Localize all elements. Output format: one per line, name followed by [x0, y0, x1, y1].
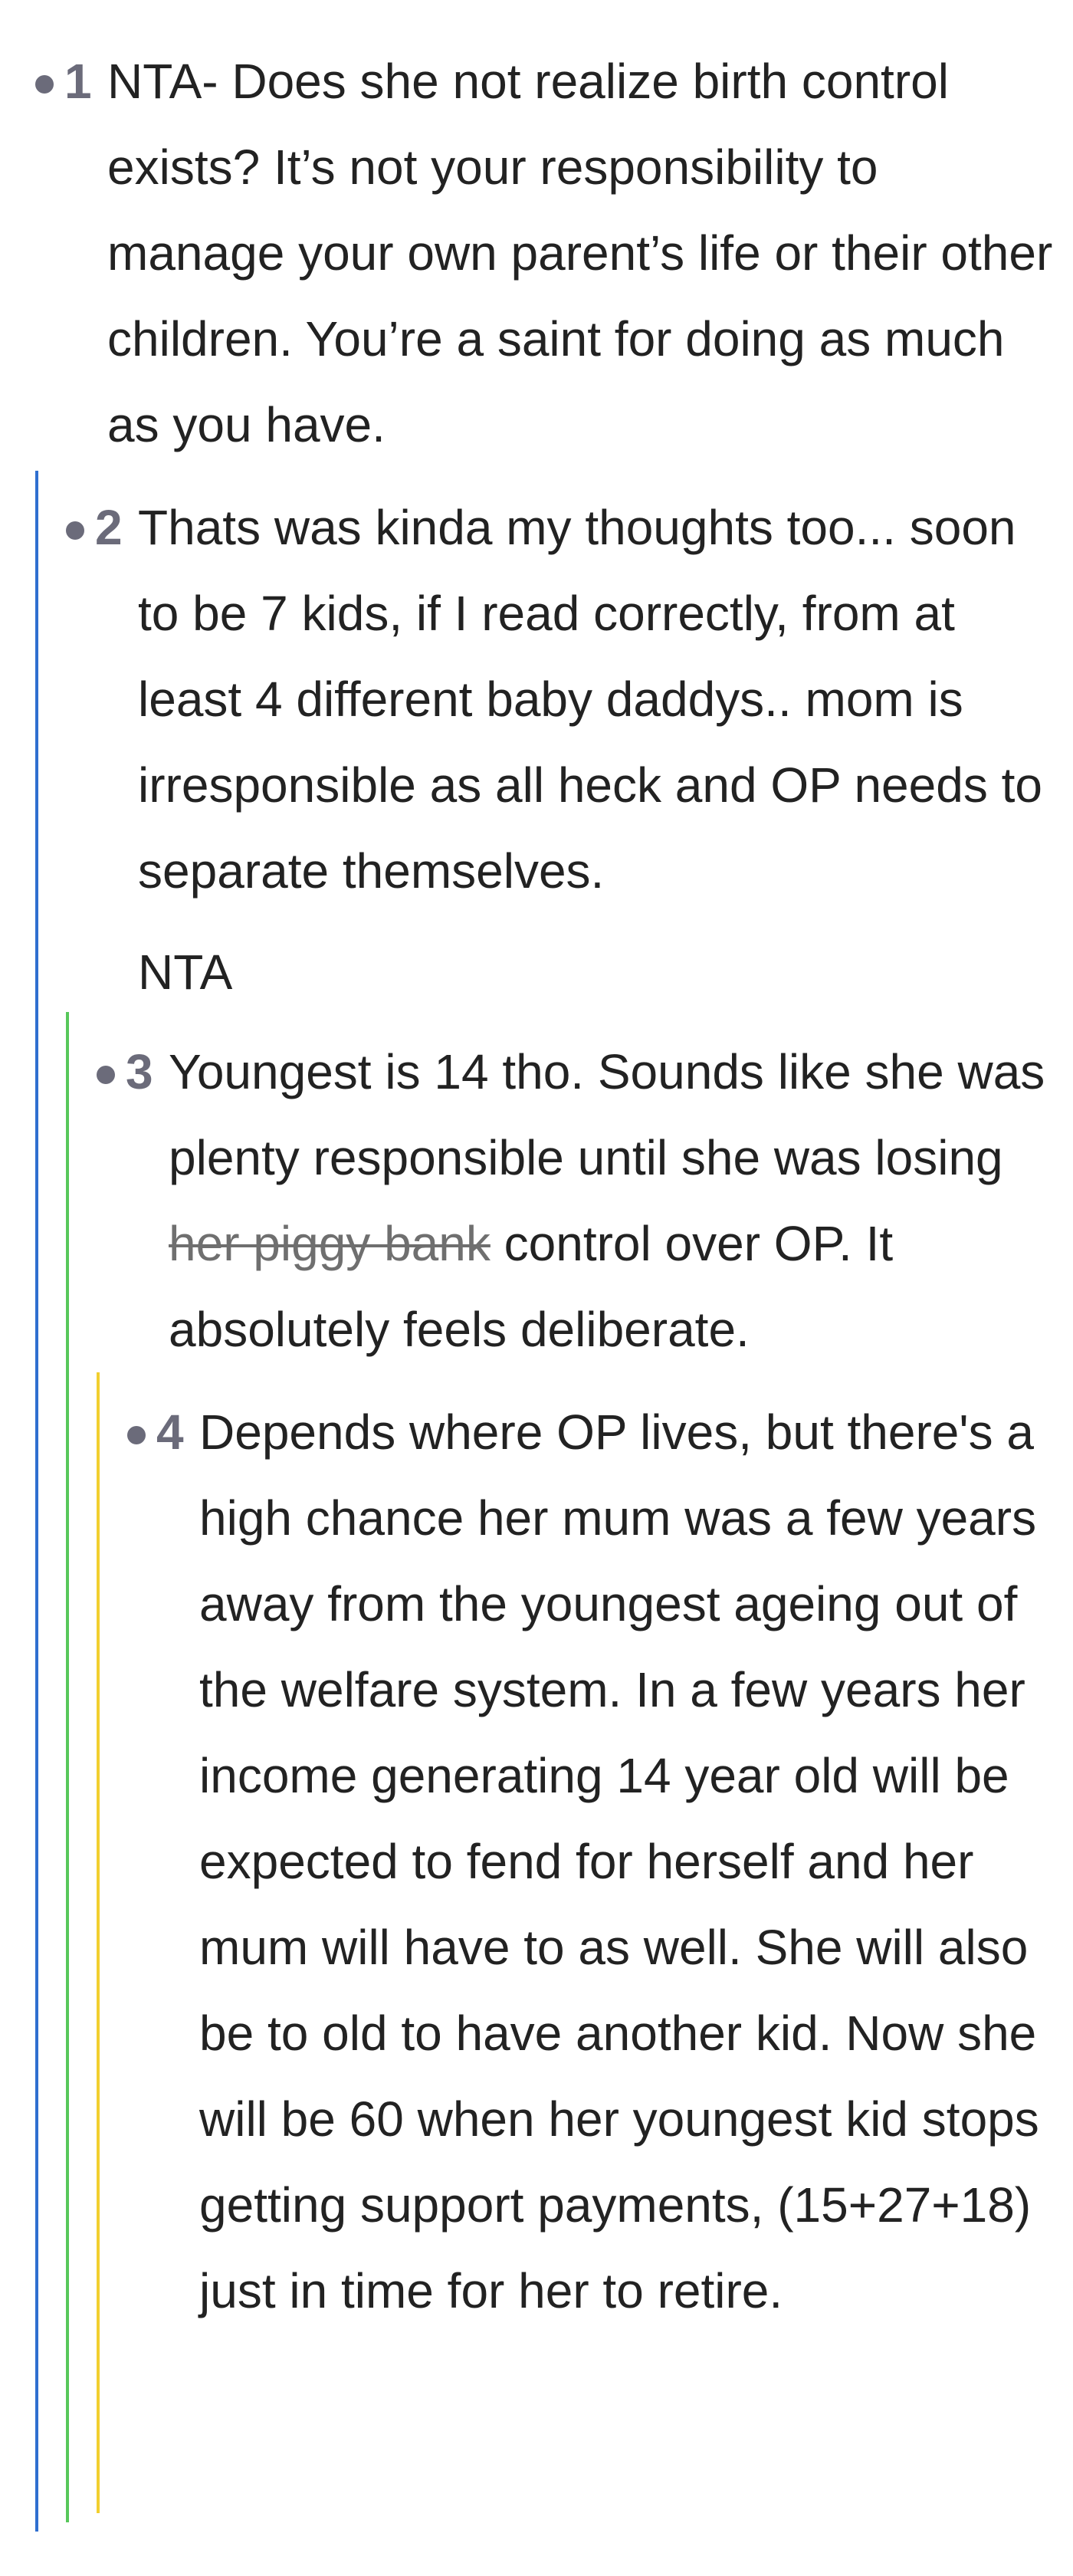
- comment-verdict: NTA: [138, 945, 233, 1000]
- bullet-icon: [35, 75, 54, 94]
- strikethrough-text: her piggy bank: [169, 1216, 491, 1271]
- comment-4-body: [199, 1389, 1058, 2334]
- thread-line-level-3[interactable]: [97, 1372, 100, 2513]
- comment-4: [127, 1389, 1055, 2334]
- thread-line-level-2[interactable]: [66, 1012, 69, 2522]
- comment-3: [97, 1029, 1062, 1372]
- comment-text: NTA- Does she not realize birth control exists? It’s not your responsibility to manage your own parent’s life or their other children. You’re a saint for doing as much as you have.: [107, 54, 1053, 452]
- comment-text: Depends where OP lives, but there's a high chance her mum was a few years away from the youngest ageing out of the welfare system. In a few years her income generating 14 year old will be expected to fend for herself and her mum will have to as well. She will also be to old to have another kid. Now she will be 60 when her youngest kid stops getting support payments, (15+27+18) just in time for her to retire.: [199, 1405, 1039, 2318]
- comment-2-body: [138, 485, 1065, 1015]
- comment-2: [66, 485, 1062, 1015]
- comment-number: 2: [95, 500, 123, 555]
- comment-number: 4: [156, 1405, 184, 1460]
- comment-text: [169, 1029, 1067, 1372]
- comment-text: Thats was kinda my thoughts too... soon to be 7 kids, if I read correctly, from at least 4 different baby daddys.. mom is irresponsible as all heck and OP needs to separate themselves.: [138, 500, 1042, 899]
- comment-text-before: Youngest is 14 tho. Sounds like she was plenty responsible until she was losing: [169, 1044, 1045, 1185]
- comment-1-body: [107, 38, 1055, 468]
- comment-3-body: [169, 1029, 1067, 1372]
- comment-1: [35, 38, 1055, 468]
- bullet-icon: [97, 1066, 115, 1084]
- comment-2-header: [66, 485, 123, 570]
- comment-3-header: [97, 1029, 153, 1115]
- comment-number: 3: [126, 1044, 153, 1099]
- thread-line-level-1[interactable]: [35, 471, 38, 2532]
- comment-1-header: [35, 38, 92, 124]
- comment-number: 1: [64, 54, 92, 109]
- bullet-icon: [127, 1426, 146, 1444]
- comment-text-after: control over OP. It absolutely feels deliberate.: [169, 1216, 894, 1357]
- comment-4-header: [127, 1389, 184, 1475]
- bullet-icon: [66, 521, 84, 540]
